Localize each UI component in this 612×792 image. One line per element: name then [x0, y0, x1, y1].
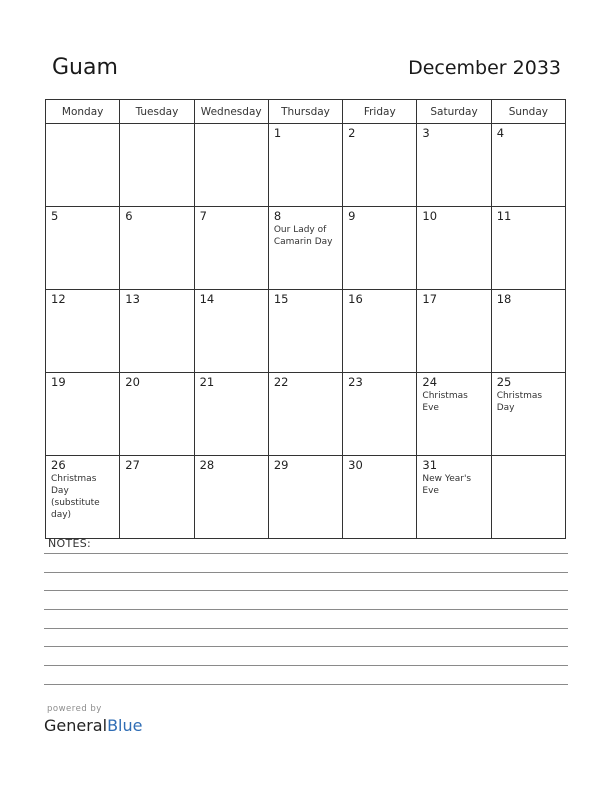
day-cell: [46, 124, 120, 207]
day-number: 8: [273, 209, 282, 223]
day-number: 23: [348, 375, 363, 389]
day-number: 31: [422, 458, 438, 472]
day-number: 27: [125, 458, 140, 472]
day-cell: [46, 373, 120, 456]
day-number: 9: [348, 209, 356, 223]
notes-line: [44, 590, 568, 591]
day-cell: [417, 207, 491, 290]
day-cell: [343, 207, 417, 290]
logo-text-general: General: [44, 716, 108, 735]
logo-text-blue: Blue: [107, 716, 143, 735]
day-cell: [46, 456, 120, 539]
week-row: [46, 207, 566, 290]
day-number: 17: [422, 292, 438, 306]
day-number: 3: [422, 126, 430, 140]
day-cell: [194, 124, 268, 207]
day-cell: [120, 207, 194, 290]
day-cell: [491, 456, 565, 539]
day-cell: [268, 290, 342, 373]
day-cell: [491, 373, 565, 456]
day-cell: [343, 373, 417, 456]
day-cell: [194, 207, 268, 290]
day-number: 5: [51, 209, 59, 223]
week-row: [46, 456, 566, 539]
week-row: [46, 290, 566, 373]
day-number: 16: [348, 292, 363, 306]
weekday-header: Sunday: [491, 100, 565, 124]
day-number: 15: [273, 292, 289, 306]
day-cell: [194, 456, 268, 539]
day-number: 25: [496, 375, 512, 389]
day-cell: [343, 290, 417, 373]
day-cell: [194, 373, 268, 456]
day-cell: [46, 207, 120, 290]
day-cell: [343, 124, 417, 207]
day-cell: [194, 290, 268, 373]
day-number: 28: [199, 458, 215, 472]
week-row: [46, 373, 566, 456]
weekday-header: Saturday: [417, 100, 491, 124]
day-number: 22: [273, 375, 289, 389]
powered-by-text: powered by: [47, 704, 102, 714]
notes-line: [44, 646, 568, 647]
day-number: 1: [273, 126, 282, 140]
day-number: 7: [199, 209, 207, 223]
notes-line: [44, 572, 568, 573]
day-number: 26: [51, 458, 66, 472]
day-number: 6: [125, 209, 133, 223]
day-cell: [268, 373, 342, 456]
weekday-header: Tuesday: [120, 100, 194, 124]
day-number: 2: [348, 126, 356, 140]
day-number: 21: [199, 375, 215, 389]
day-cell: [120, 456, 194, 539]
holiday-label: Our Lady of Camarin Day: [273, 225, 333, 247]
day-number: 10: [422, 209, 438, 223]
day-cell: [120, 124, 194, 207]
day-cell: [268, 207, 342, 290]
weekday-header: Friday: [343, 100, 417, 124]
weekday-header-row: [46, 100, 566, 124]
week-row: [46, 124, 566, 207]
weekday-header: Wednesday: [194, 100, 268, 124]
day-cell: [343, 456, 417, 539]
calendar-grid: [45, 99, 566, 539]
day-cell: [417, 124, 491, 207]
day-number: 11: [496, 209, 512, 223]
day-cell: [120, 373, 194, 456]
day-cell: [491, 290, 565, 373]
generalblue-logo: [44, 716, 142, 735]
day-number: 4: [496, 126, 505, 140]
holiday-label: New Year's Eve: [422, 474, 472, 496]
day-cell: [417, 290, 491, 373]
notes-line: [44, 684, 568, 685]
notes-line: [44, 665, 568, 666]
calendar-month-title: December 2033: [408, 57, 561, 79]
day-number: 29: [273, 458, 289, 472]
notes-line: [44, 553, 568, 554]
holiday-label: Christmas Day (substitute day): [51, 474, 100, 520]
holiday-label: Christmas Day: [496, 391, 543, 413]
day-number: 18: [496, 292, 512, 306]
day-cell: [268, 124, 342, 207]
day-number: 13: [125, 292, 140, 306]
notes-line: [44, 609, 568, 610]
calendar-country-title: Guam: [52, 55, 118, 80]
weekday-header: Thursday: [268, 100, 342, 124]
day-number: 12: [51, 292, 66, 306]
day-cell: [491, 207, 565, 290]
day-cell: [46, 290, 120, 373]
day-cell: [120, 290, 194, 373]
day-number: 20: [125, 375, 140, 389]
weekday-header: Monday: [46, 100, 120, 124]
day-number: 14: [199, 292, 215, 306]
day-cell: [417, 373, 491, 456]
day-number: 30: [348, 458, 363, 472]
day-number: 24: [422, 375, 438, 389]
notes-label: NOTES:: [48, 537, 92, 550]
day-cell: [417, 456, 491, 539]
day-cell: [268, 456, 342, 539]
notes-line: [44, 628, 568, 629]
holiday-label: Christmas Eve: [422, 391, 468, 413]
day-number: 19: [51, 375, 66, 389]
day-cell: [491, 124, 565, 207]
